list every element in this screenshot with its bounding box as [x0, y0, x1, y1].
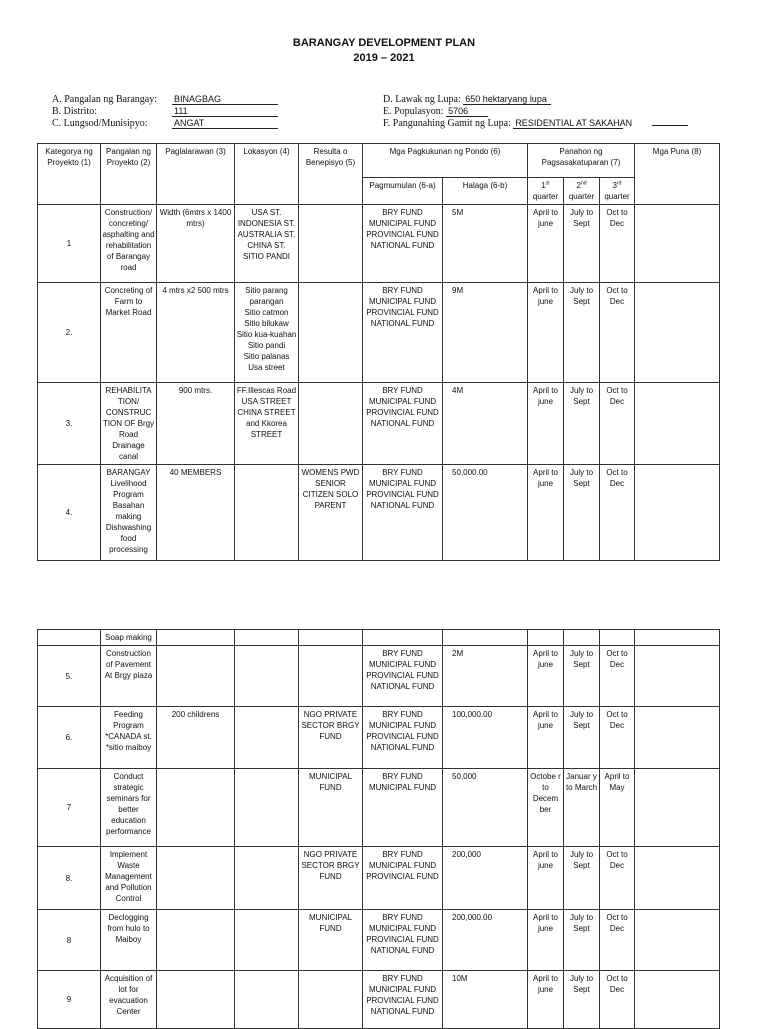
cell-project-name: Implement Waste Management and Pollution Control — [101, 847, 157, 910]
table-row — [38, 205, 720, 283]
cell-quarter-1 — [528, 630, 564, 646]
cell-result: NGO PRIVATE SECTOR BRGY FUND — [299, 707, 363, 769]
cell-quarter-1: April to june — [528, 205, 564, 283]
cell-funding-source: BRY FUND MUNICIPAL FUND PROVINCIAL FUND NATIONAL FUND — [363, 283, 443, 383]
info-barangay — [52, 94, 278, 105]
col-quarter-2: 2nd quarter — [564, 178, 600, 205]
cell-funding-source: BRY FUND MUNICIPAL FUND — [363, 769, 443, 847]
cell-amount — [443, 630, 528, 646]
info-population-value: 5706 — [446, 106, 488, 117]
cell-description — [157, 630, 235, 646]
cell-description — [157, 910, 235, 971]
cell-funding-source: BRY FUND MUNICIPAL FUND PROVINCIAL FUND NATIONAL FUND — [363, 205, 443, 283]
cell-quarter-2: July to Sept — [564, 283, 600, 383]
cell-location — [235, 971, 299, 1029]
info-district-value: 111 — [172, 106, 278, 117]
cell-quarter-3: Oct to Dec — [600, 910, 635, 971]
info-barangay-label: A. Pangalan ng Barangay: — [52, 94, 157, 105]
info-municipality — [52, 118, 278, 129]
cell-quarter-3: Oct to Dec — [600, 383, 635, 465]
info-blank-line — [652, 125, 688, 126]
cell-amount: 9M — [443, 283, 528, 383]
cell-category: 9 — [38, 971, 101, 1029]
cell-project-name: Soap making — [101, 630, 157, 646]
cell-category: 3. — [38, 383, 101, 465]
cell-location — [235, 707, 299, 769]
info-land-use-label: F. Pangunahing Gamit ng Lupa: — [383, 118, 511, 129]
table-row — [38, 847, 720, 910]
cell-location — [235, 910, 299, 971]
plan-table-page2-body — [38, 630, 720, 1029]
cell-result — [299, 205, 363, 283]
cell-quarter-3 — [600, 630, 635, 646]
cell-remarks — [635, 205, 720, 283]
col-quarter-3: 3rd quarter — [600, 178, 635, 205]
cell-description — [157, 847, 235, 910]
cell-project-name: Declogging from hulo to Maiboy — [101, 910, 157, 971]
table-row — [38, 630, 720, 646]
cell-remarks — [635, 383, 720, 465]
table-row — [38, 465, 720, 561]
cell-quarter-1: April to june — [528, 971, 564, 1029]
cell-description — [157, 646, 235, 707]
cell-quarter-2: July to Sept — [564, 971, 600, 1029]
cell-category: 8. — [38, 847, 101, 910]
cell-project-name: Construction/ concreting/ asphalting and rehabilitation of Barangay road — [101, 205, 157, 283]
cell-remarks — [635, 707, 720, 769]
cell-description: 40 MEMBERS — [157, 465, 235, 561]
cell-description: 4 mtrs x2 500 mtrs — [157, 283, 235, 383]
table-row — [38, 383, 720, 465]
plan-table-page1 — [37, 143, 720, 561]
cell-quarter-2: July to Sept — [564, 847, 600, 910]
cell-location: USA ST. INDONESIA ST. AUSTRALIA ST. CHINA ST. SITIO PANDI — [235, 205, 299, 283]
info-land-use — [383, 118, 688, 129]
col-result: Resulta o Benepisyo (5) — [299, 144, 363, 205]
cell-result — [299, 283, 363, 383]
cell-category — [38, 630, 101, 646]
col-funding: Mga Pagkukunan ng Pondo (6) — [363, 144, 528, 178]
cell-amount: 100,000.00 — [443, 707, 528, 769]
cell-amount: 5M — [443, 205, 528, 283]
cell-location — [235, 630, 299, 646]
cell-amount: 200,000.00 — [443, 910, 528, 971]
table-row — [38, 707, 720, 769]
info-district-label: B. Distrito: — [52, 106, 98, 117]
cell-quarter-2: July to Sept — [564, 707, 600, 769]
cell-category: 2. — [38, 283, 101, 383]
cell-remarks — [635, 283, 720, 383]
cell-quarter-2: July to Sept — [564, 465, 600, 561]
cell-description: 200 childrens — [157, 707, 235, 769]
cell-funding-source: BRY FUND MUNICIPAL FUND PROVINCIAL FUND NATIONAL FUND — [363, 707, 443, 769]
cell-location — [235, 847, 299, 910]
info-population-label: E. Populasyon: — [383, 106, 444, 117]
cell-remarks — [635, 646, 720, 707]
cell-category: 1 — [38, 205, 101, 283]
cell-quarter-2: July to Sept — [564, 646, 600, 707]
cell-category: 6. — [38, 707, 101, 769]
cell-description: Width (6mtrs x 1400 mtrs) — [157, 205, 235, 283]
cell-category: 8 — [38, 910, 101, 971]
table-row — [38, 283, 720, 383]
cell-remarks — [635, 769, 720, 847]
document-title: BARANGAY DEVELOPMENT PLAN — [292, 37, 476, 49]
cell-amount: 2M — [443, 646, 528, 707]
cell-result — [299, 646, 363, 707]
info-population — [383, 106, 488, 117]
cell-result: MUNICIPAL FUND — [299, 910, 363, 971]
info-municipality-label: C. Lungsod/Munisipyo: — [52, 118, 148, 129]
cell-quarter-2: Januar y to March — [564, 769, 600, 847]
cell-amount: 50,000.00 — [443, 465, 528, 561]
cell-result: MUNICIPAL FUND — [299, 769, 363, 847]
cell-quarter-1: April to june — [528, 847, 564, 910]
cell-location — [235, 465, 299, 561]
cell-quarter-2: July to Sept — [564, 910, 600, 971]
info-land-area-value: 650 hektaryang lupa — [463, 94, 551, 105]
cell-quarter-3: Oct to Dec — [600, 646, 635, 707]
cell-project-name: Construction of Pavement At Brgy plaza — [101, 646, 157, 707]
info-barangay-value: BINAGBAG — [172, 94, 278, 105]
cell-amount: 10M — [443, 971, 528, 1029]
cell-quarter-3: Oct to Dec — [600, 971, 635, 1029]
table-row — [38, 769, 720, 847]
cell-location — [235, 769, 299, 847]
cell-amount: 50,000 — [443, 769, 528, 847]
cell-category: 5. — [38, 646, 101, 707]
cell-quarter-1: April to june — [528, 465, 564, 561]
cell-category: 4. — [38, 465, 101, 561]
cell-location: FF.Illescas Road USA STREET CHINA STREET and Kkorea STREET — [235, 383, 299, 465]
cell-description: 900 mtrs. — [157, 383, 235, 465]
cell-quarter-2: July to Sept — [564, 383, 600, 465]
cell-funding-source: BRY FUND MUNICIPAL FUND PROVINCIAL FUND NATIONAL FUND — [363, 971, 443, 1029]
col-location: Lokasyon (4) — [235, 144, 299, 205]
cell-project-name: REHABILITA TION/ CONSTRUC TION OF Brgy Road Drainage canal — [101, 383, 157, 465]
plan-table-page2 — [37, 629, 720, 1029]
cell-remarks — [635, 910, 720, 971]
col-funding-source: Pagmumulan (6-a) — [363, 178, 443, 205]
cell-remarks — [635, 971, 720, 1029]
table-row — [38, 910, 720, 971]
cell-quarter-1: April to june — [528, 283, 564, 383]
cell-description — [157, 971, 235, 1029]
cell-project-name: Conduct strategic seminars for better education performance — [101, 769, 157, 847]
cell-quarter-3: Oct to Dec — [600, 205, 635, 283]
cell-quarter-1: April to june — [528, 707, 564, 769]
cell-result — [299, 630, 363, 646]
cell-project-name: Concreting of Farm to Market Road — [101, 283, 157, 383]
cell-result: NGO PRIVATE SECTOR BRGY FUND — [299, 847, 363, 910]
cell-quarter-1: April to june — [528, 910, 564, 971]
cell-project-name: Acquisition of lot for evacuation Center — [101, 971, 157, 1029]
table-row — [38, 971, 720, 1029]
cell-project-name: BARANGAY Livelihood Program Basahan making Dishwashing food processing — [101, 465, 157, 561]
cell-result — [299, 971, 363, 1029]
cell-remarks — [635, 847, 720, 910]
cell-category: 7 — [38, 769, 101, 847]
cell-amount: 200,000 — [443, 847, 528, 910]
col-category: Kategorya ng Proyekto (1) — [38, 144, 101, 205]
col-project-name: Pangalan ng Proyekto (2) — [101, 144, 157, 205]
col-funding-amount: Halaga (6-b) — [443, 178, 528, 205]
cell-location: Sitio parang parangan Sitio catmon Sitio bilukaw Sitio kua-kuahan Sitio pandi Sitio palanas Usa street — [235, 283, 299, 383]
cell-remarks — [635, 630, 720, 646]
cell-quarter-1: April to june — [528, 383, 564, 465]
cell-funding-source: BRY FUND MUNICIPAL FUND PROVINCIAL FUND — [363, 847, 443, 910]
info-municipality-value: ANGAT — [172, 118, 278, 129]
col-description: Paglalarawan (3) — [157, 144, 235, 205]
cell-quarter-2 — [564, 630, 600, 646]
info-land-area-label: D. Lawak ng Lupa: — [383, 94, 461, 105]
cell-remarks — [635, 465, 720, 561]
cell-result: WOMENS PWD SENIOR CITIZEN SOLO PARENT — [299, 465, 363, 561]
info-district — [52, 106, 278, 117]
cell-quarter-1: April to june — [528, 646, 564, 707]
plan-years: 2019 – 2021 — [353, 52, 415, 64]
cell-description — [157, 769, 235, 847]
cell-quarter-2: July to Sept — [564, 205, 600, 283]
cell-funding-source — [363, 630, 443, 646]
cell-amount: 4M — [443, 383, 528, 465]
col-schedule: Panahon ng Pagsasakatuparan (7) — [528, 144, 635, 178]
cell-quarter-3: Oct to Dec — [600, 707, 635, 769]
info-land-use-value: RESIDENTIAL AT SAKAHAN — [515, 118, 633, 128]
cell-funding-source: BRY FUND MUNICIPAL FUND PROVINCIAL FUND NATIONAL FUND — [363, 910, 443, 971]
plan-table-page1-body — [38, 205, 720, 561]
cell-result — [299, 383, 363, 465]
info-land-area — [383, 94, 551, 105]
cell-funding-source: BRY FUND MUNICIPAL FUND PROVINCIAL FUND NATIONAL FUND — [363, 465, 443, 561]
col-quarter-1: 1st quarter — [528, 178, 564, 205]
cell-location — [235, 646, 299, 707]
cell-quarter-3: Oct to Dec — [600, 465, 635, 561]
cell-quarter-3: Oct to Dec — [600, 283, 635, 383]
cell-project-name: Feeding Program *CANADA st. *sitio maiboy — [101, 707, 157, 769]
cell-quarter-1: Octobe r to Decem ber — [528, 769, 564, 847]
cell-quarter-3: April to May — [600, 769, 635, 847]
table-row — [38, 646, 720, 707]
cell-funding-source: BRY FUND MUNICIPAL FUND PROVINCIAL FUND NATIONAL FUND — [363, 383, 443, 465]
cell-funding-source: BRY FUND MUNICIPAL FUND PROVINCIAL FUND NATIONAL FUND — [363, 646, 443, 707]
col-remarks: Mga Puna (8) — [635, 144, 720, 205]
cell-quarter-3: Oct to Dec — [600, 847, 635, 910]
